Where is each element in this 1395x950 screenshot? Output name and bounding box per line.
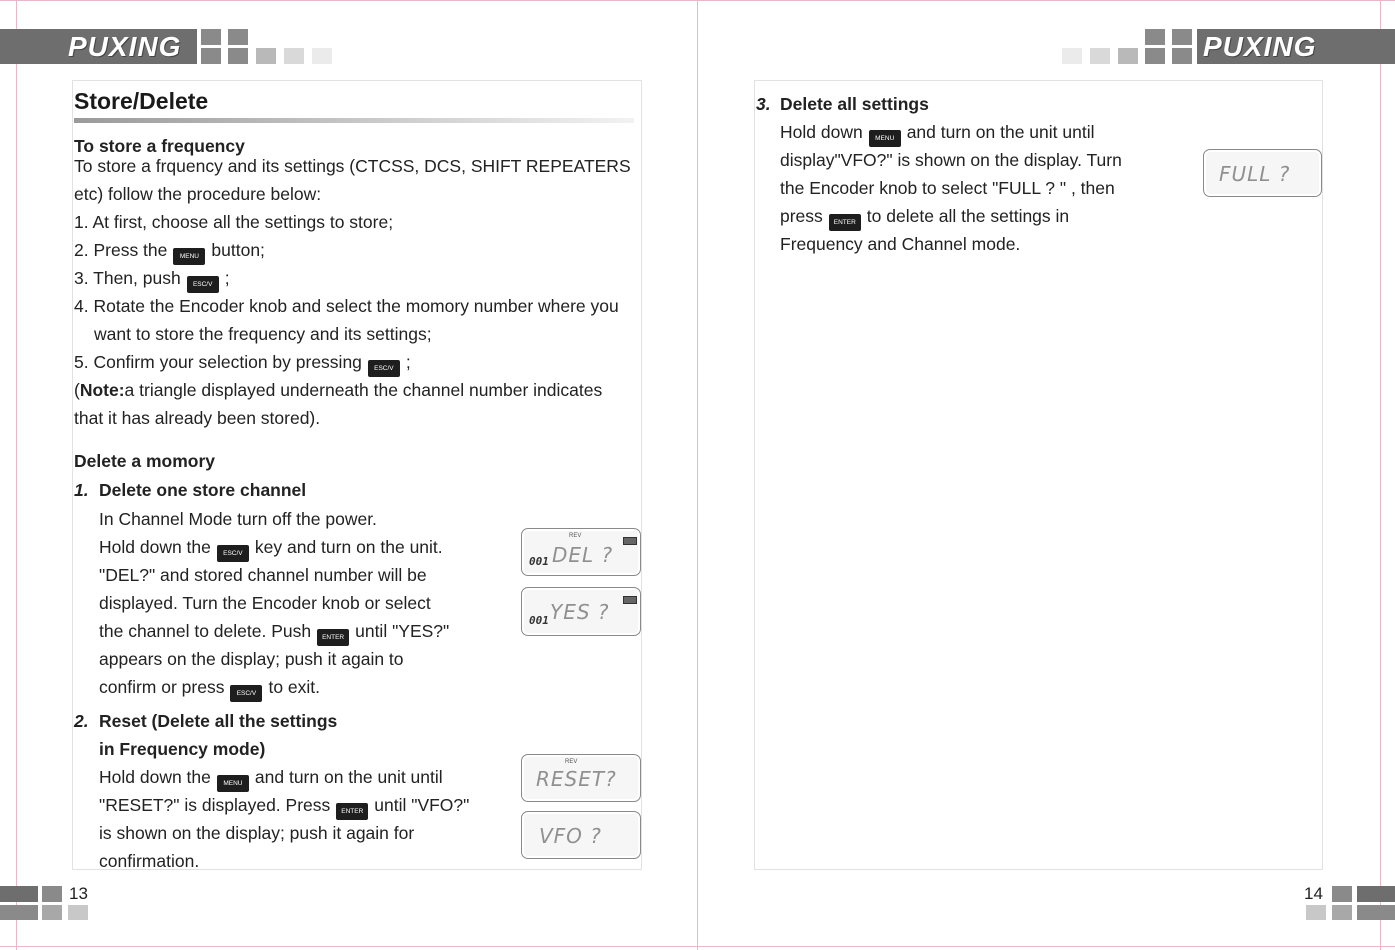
item-1-line-7: [99, 673, 320, 702]
item-3-line-5: Frequency and Channel mode.: [780, 234, 1021, 254]
step-text: button;: [211, 240, 265, 260]
item-2-line-4: confirmation.: [99, 851, 200, 871]
esc-key-icon: ESC/V: [368, 360, 400, 377]
header-block: [1145, 29, 1165, 45]
battery-icon: [623, 596, 637, 604]
lcd-display-yes: [521, 587, 641, 636]
header-block: [1145, 48, 1165, 64]
trim-line-right: [1380, 0, 1381, 950]
header-block: [1118, 48, 1138, 64]
lcd-rev-indicator: REV: [565, 759, 578, 765]
item-1-line-1: In Channel Mode turn off the power.: [99, 509, 377, 529]
lcd-display-full: [1203, 149, 1322, 197]
step-text: and turn on the unit until: [254, 767, 443, 787]
item-3-number: 3.: [756, 94, 771, 114]
menu-key-icon: MENU: [173, 248, 205, 265]
step-text: until "VFO?": [374, 795, 470, 815]
lcd-channel-number: 001: [529, 614, 549, 627]
item-1-title: Delete one store channel: [99, 480, 307, 500]
step-text: the channel to delete. Push: [99, 621, 312, 641]
header-block: [1172, 29, 1192, 45]
lcd-text: VFO ?: [539, 824, 602, 848]
header-block: [1090, 48, 1110, 64]
header-block: [201, 48, 221, 64]
footer-block: [0, 905, 38, 920]
footer-block: [0, 886, 38, 902]
note-label: Note:: [79, 380, 125, 400]
item-1-line-5: [99, 617, 449, 646]
step-text: "RESET?" is displayed. Press: [99, 795, 331, 815]
title-underline: [74, 118, 634, 123]
store-step-4-cont: want to store the frequency and its settings;: [94, 324, 432, 344]
esc-key-icon: ESC/V: [230, 685, 262, 702]
lcd-text: RESET?: [536, 767, 617, 791]
item-1-number: 1.: [74, 480, 89, 500]
item-3-line-4: [780, 202, 1069, 231]
delete-heading: Delete a momory: [74, 451, 216, 471]
page-number-right: 14: [1304, 884, 1323, 903]
page-number-left: 13: [69, 884, 88, 903]
item-2-line-3: is shown on the display; push it again for: [99, 823, 415, 843]
item-1-line-6: appears on the display; push it again to: [99, 649, 404, 669]
step-text: to exit.: [268, 677, 321, 697]
step-text: ;: [224, 268, 230, 288]
item-3-line-2: display"VFO?" is shown on the display. Turn: [780, 150, 1122, 170]
enter-key-icon: ENTER: [336, 803, 368, 820]
section-title: Store/Delete: [74, 88, 209, 114]
step-text: and turn on the unit until: [906, 122, 1095, 142]
store-step-4: 4. Rotate the Encoder knob and select the momory number where you: [74, 296, 619, 316]
header-block: [228, 29, 248, 45]
step-text: Hold down: [780, 122, 863, 142]
store-step-5: [74, 348, 411, 377]
step-text: press: [780, 206, 823, 226]
brand-logo-right: PUXING: [1203, 31, 1317, 62]
item-2-line-1: [99, 763, 443, 792]
enter-key-icon: ENTER: [317, 629, 349, 646]
footer-block: [68, 905, 88, 920]
footer-block: [42, 905, 62, 920]
store-step-2: [74, 236, 265, 265]
footer-block: [1306, 905, 1326, 920]
step-text: Hold down the: [99, 537, 211, 557]
header-block: [256, 48, 276, 64]
store-note-cont: that it has already been stored).: [74, 408, 321, 428]
lcd-rev-indicator: REV: [569, 533, 582, 539]
esc-key-icon: ESC/V: [187, 276, 219, 293]
step-text: 5. Confirm your selection by pressing: [74, 352, 362, 372]
item-1-line-3: "DEL?" and stored channel number will be: [99, 565, 427, 585]
step-text: 3. Then, push: [74, 268, 181, 288]
header-block: [1062, 48, 1082, 64]
footer-block: [1357, 905, 1395, 920]
step-text: until "YES?": [355, 621, 450, 641]
item-3-line-3: the Encoder knob to select "FULL ? " , then: [780, 178, 1115, 198]
store-intro-line-1: To store a frquency and its settings (CTCSS, DCS, SHIFT REPEATERS: [74, 156, 631, 176]
battery-icon: [623, 537, 637, 545]
footer-block: [1357, 886, 1395, 902]
store-intro-line-2: etc) follow the procedure below:: [74, 184, 322, 204]
note-text: a triangle displayed underneath the channel number indicates: [124, 380, 603, 400]
footer-block: [42, 886, 62, 902]
lcd-channel-number: 001: [529, 555, 549, 568]
menu-key-icon: MENU: [217, 775, 249, 792]
step-text: Hold down the: [99, 767, 211, 787]
enter-key-icon: ENTER: [829, 214, 861, 231]
lcd-display-del: [521, 528, 641, 576]
item-2-title: Reset (Delete all the settings: [99, 711, 338, 731]
item-2-number: 2.: [74, 711, 89, 731]
lcd-display-reset: [521, 754, 641, 802]
step-text: 2. Press the: [74, 240, 168, 260]
footer-block: [1332, 905, 1352, 920]
item-1-line-2: [99, 533, 443, 562]
step-text: ;: [405, 352, 411, 372]
header-block: [201, 29, 221, 45]
menu-key-icon: MENU: [869, 130, 901, 147]
header-block: [284, 48, 304, 64]
step-text: key and turn on the unit.: [254, 537, 443, 557]
item-2-line-2: [99, 791, 469, 820]
item-3-line-1: [780, 118, 1094, 147]
trim-line-center: [697, 0, 698, 950]
store-note: [74, 376, 602, 404]
store-step-3: [74, 264, 230, 293]
step-text: confirm or press: [99, 677, 225, 697]
lcd-display-vfo: [521, 811, 641, 859]
footer-block: [1332, 886, 1352, 902]
header-block: [312, 48, 332, 64]
esc-key-icon: ESC/V: [217, 545, 249, 562]
header-block: [1172, 48, 1192, 64]
store-heading: To store a frequency: [74, 136, 245, 156]
trim-line-left: [16, 0, 17, 950]
brand-logo-left: PUXING: [68, 31, 182, 62]
item-3-title: Delete all settings: [780, 94, 929, 114]
lcd-text: YES ?: [550, 600, 610, 624]
header-block: [228, 48, 248, 64]
note-paren: (: [74, 380, 80, 400]
item-2-title-cont: in Frequency mode): [99, 739, 266, 759]
lcd-text: FULL ?: [1219, 162, 1291, 186]
item-1-line-4: displayed. Turn the Encoder knob or select: [99, 593, 431, 613]
lcd-text: DEL ?: [552, 543, 614, 567]
store-step-1: 1. At first, choose all the settings to store;: [74, 212, 394, 232]
step-text: to delete all the settings in: [866, 206, 1070, 226]
trim-line-bottom: [0, 946, 1395, 947]
